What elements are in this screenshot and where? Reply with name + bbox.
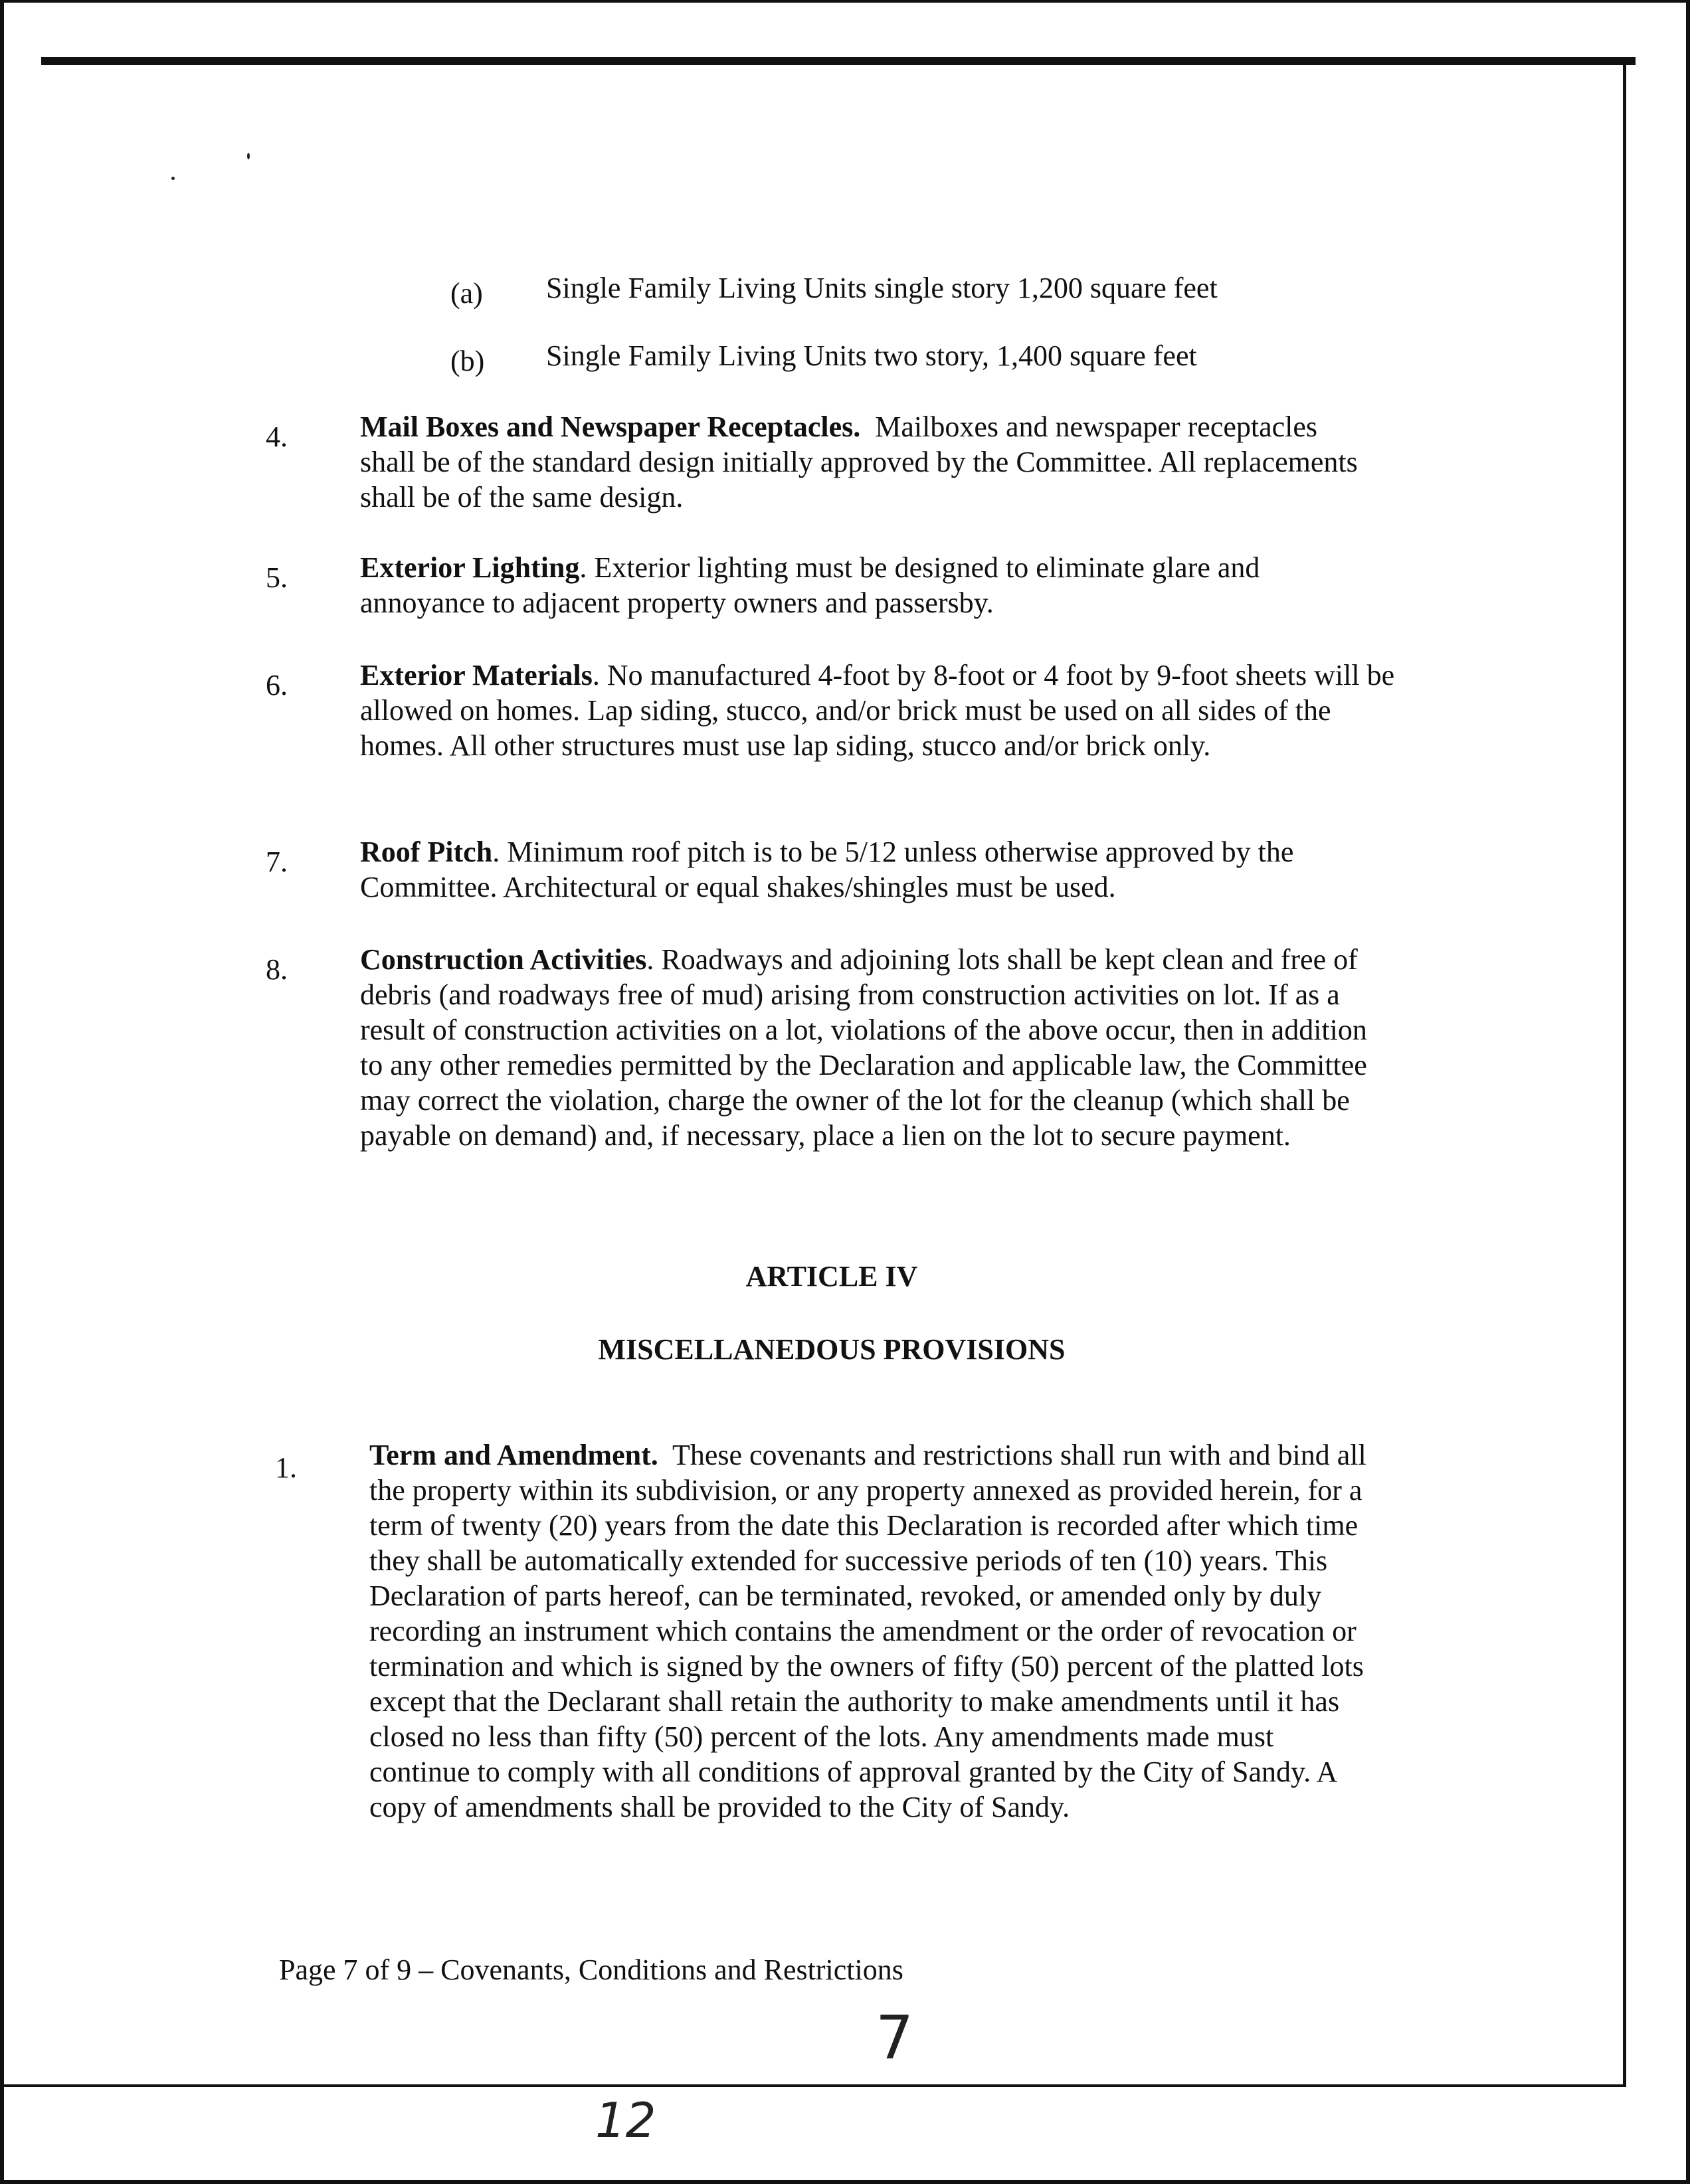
item-exterior-lighting — [360, 550, 1370, 620]
handwritten-note: 12 — [595, 2092, 656, 2148]
item-term-and-amendment — [369, 1437, 1379, 1825]
item-title: Term and Amendment. — [369, 1439, 658, 1471]
item-construction-activities — [360, 942, 1396, 1153]
item-body: . Roadways and adjoining lots shall be kept clean and free of debris (and roadways free of mud) arising from construction activities on lot. If as a result of construction activities on a lot, violations of the above occur, then in addition to any other remedies permitted by the Declaration and applicable law, the Committee may correct the violation, charge the owner of the lot for the cleanup (which shall be payable on demand) and, if necessary, place a lien on the lot to secure payment. — [360, 943, 1367, 1152]
item-title: Construction Activities — [360, 943, 647, 976]
scan-border-right — [1686, 0, 1690, 2184]
scan-speck — [171, 177, 175, 180]
item-title: Mail Boxes and Newspaper Receptacles. — [360, 410, 861, 443]
item-number: 4. — [266, 420, 288, 453]
item-roof-pitch — [360, 834, 1370, 905]
item-number: 1. — [275, 1451, 297, 1484]
item-exterior-materials — [360, 658, 1396, 763]
item-body: . Minimum roof pitch is to be 5/12 unless otherwise approved by the Committee. Architectural or equal shakes/shingles must be used. — [360, 836, 1294, 903]
item-body: Mailboxes and newspaper receptacles shall be of the standard design initially approved by the Committee. All replacements shall be of the same design. — [360, 410, 1358, 513]
subitem-text: Single Family Living Units two story, 1,400 square feet — [546, 339, 1197, 372]
item-number: 7. — [266, 846, 288, 878]
item-title: Exterior Materials — [360, 659, 593, 691]
subitem-text: Single Family Living Units single story 1,200 square feet — [546, 272, 1218, 304]
scan-border-bottom — [0, 2180, 1690, 2184]
subitem-label: (b) — [450, 345, 485, 377]
article-subheading: MISCELLANEDOUS PROVISIONS — [598, 1333, 1066, 1366]
article-heading: ARTICLE IV — [745, 1260, 918, 1293]
page-top-rule — [41, 57, 1636, 65]
item-number: 5. — [266, 561, 288, 594]
item-body: These covenants and restrictions shall run with and bind all the property within its subdivision, or any property annexed as provided herein, for a term of twenty (20) years from the date this Declaration is recorded after which time they shall be automatically extended for successive periods of ten (10) years. This Declaration of parts hereof, can be terminated, revoked, or amended only by duly recording an instrument which contains the amendment or the order of revocation or termination and which is signed by the owners of fifty (50) percent of the platted lots except that the Declarant shall retain the authority to make amendments until it has closed no less than fifty (50) percent of the lots. Any amendments made must continue to comply with all conditions of approval granted by the City of Sandy. A copy of amendments shall be provided to the City of Sandy. — [369, 1439, 1366, 1823]
item-number: 6. — [266, 669, 288, 701]
item-body: . Exterior lighting must be designed to eliminate glare and annoyance to adjacent property owners and passersby. — [360, 551, 1260, 619]
item-number: 8. — [266, 953, 288, 986]
page-footer: Page 7 of 9 – Covenants, Conditions and Restrictions — [279, 1954, 903, 1986]
page-bottom-rule — [0, 2084, 1626, 2087]
handwritten-page-number: 7 — [876, 2003, 914, 2073]
item-title: Roof Pitch — [360, 836, 493, 868]
scan-speck — [247, 153, 250, 159]
item-mail-boxes — [360, 409, 1370, 515]
page-right-rule — [1623, 65, 1626, 2087]
scan-border-top — [0, 0, 1690, 3]
item-body: . No manufactured 4-foot by 8-foot or 4 foot by 9-foot sheets will be allowed on homes. Lap siding, stucco, and/or brick must be used on all sides of the homes. All other structures must use lap siding, stucco and/or brick only. — [360, 659, 1395, 762]
scan-border-left — [0, 0, 4, 2184]
item-title: Exterior Lighting — [360, 551, 580, 584]
subitem-label: (a) — [450, 277, 483, 310]
